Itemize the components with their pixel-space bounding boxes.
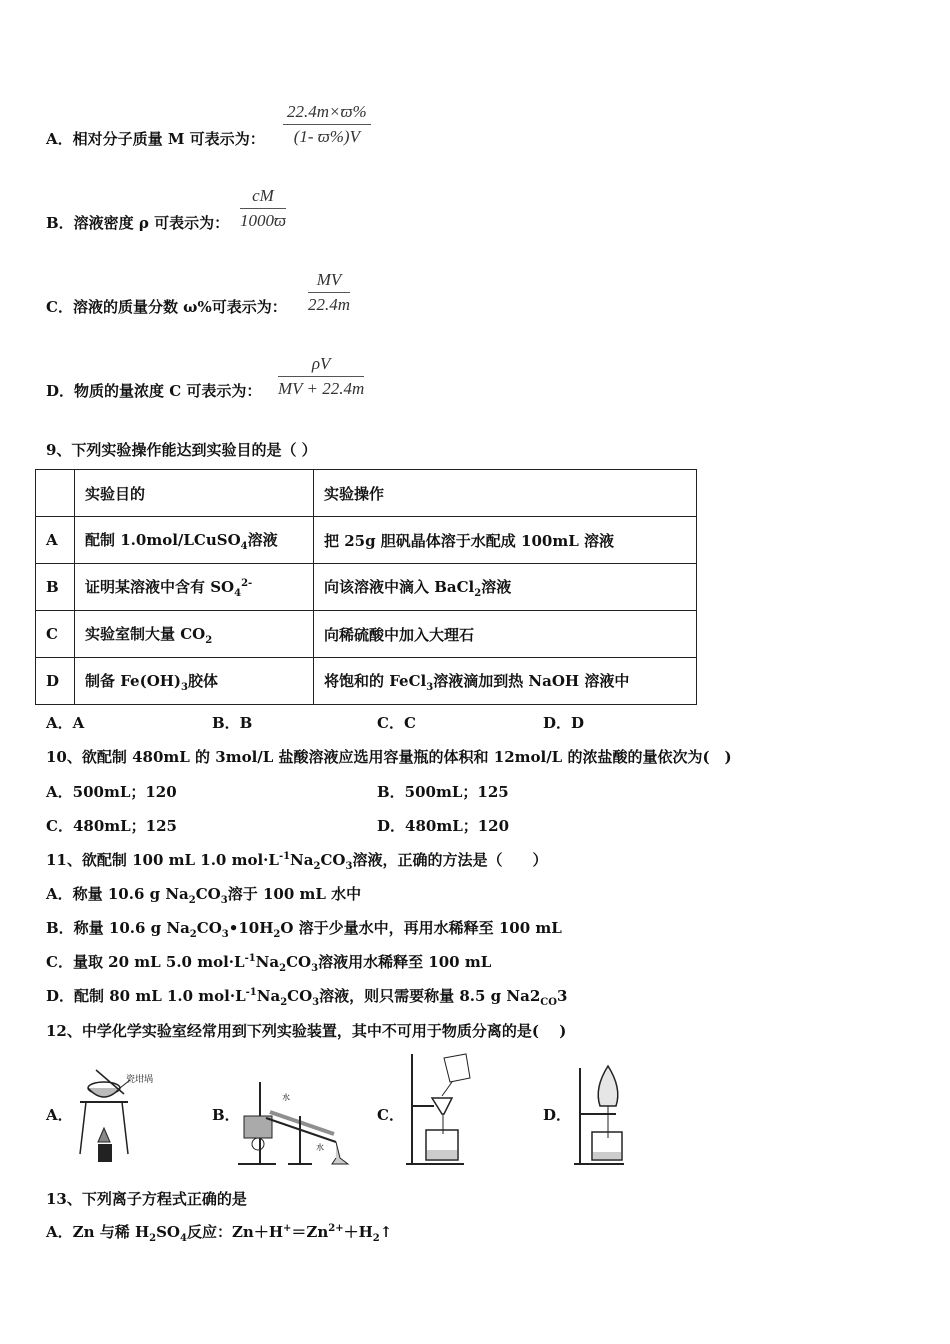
operation-cell: 向该溶液中滴入 BaCl$_2$溶液 <box>314 564 697 611</box>
q8-option-b[interactable]: B．溶液密度 ρ 可表示为： <box>46 214 230 232</box>
q12-stem: 12、中学化学实验室经常用到下列实验装置，其中不可用于物质分离的是( ) <box>46 1022 567 1040</box>
fraction-numerator: ρV <box>278 354 364 377</box>
operation-cell: 向稀硫酸中加入大理石 <box>314 611 697 658</box>
operation-cell: 把 25g 胆矾晶体溶于水配成 100mL 溶液 <box>314 517 697 564</box>
header-cell <box>36 470 75 517</box>
fraction-denominator: (1- ϖ%)V <box>293 127 360 146</box>
row-key: B <box>36 564 75 611</box>
purpose-cell: 制备 $Fe(OH)_3$胶体 <box>75 658 314 705</box>
purpose-cell: 证明某溶液中含有 $SO_4^{2-}$ <box>75 564 314 611</box>
crucible-label: 瓷坩埚 <box>126 1075 154 1085</box>
water-label-out: 水 <box>316 1143 324 1152</box>
q8-option-d[interactable]: D．物质的量浓度 C 可表示为： <box>46 382 262 400</box>
q10-option-a[interactable]: A．500mL；120 <box>46 783 177 801</box>
q9-option-c[interactable]: C．C <box>377 714 416 732</box>
q8-option-c[interactable]: C．溶液的质量分数 ω%可表示为： <box>46 298 287 316</box>
separatory-funnel-apparatus-icon <box>570 1058 630 1170</box>
q10-option-c[interactable]: C．480mL；125 <box>46 817 177 835</box>
row-key: A <box>36 517 75 564</box>
q11-option-c[interactable]: C．量取 20 mL 5.0 $mol\cdot L^{-1}Na_2CO_3$溶液用水稀释至 100 mL <box>46 953 492 974</box>
q9-table <box>35 469 697 705</box>
q12-option-c[interactable]: C． <box>377 1106 404 1124</box>
q9-stem: 9、下列实验操作能达到实验目的是（ ） <box>46 441 317 459</box>
q12-option-d[interactable]: D． <box>543 1106 572 1124</box>
table-row <box>36 611 697 658</box>
q13-stem: 13、下列离子方程式正确的是 <box>46 1190 247 1208</box>
fraction-denominator: 22.4m <box>308 295 351 314</box>
q10-option-b[interactable]: B．500mL；125 <box>377 783 509 801</box>
row-key: D <box>36 658 75 705</box>
header-cell: 实验操作 <box>314 470 697 517</box>
q8-a-fraction <box>283 102 371 147</box>
fraction-numerator: MV <box>308 270 350 293</box>
purpose-cell: 配制 1.0mol/LCuSO$_4$溶液 <box>75 517 314 564</box>
q13-option-a[interactable]: A．Zn 与稀 $H_2SO_4$反应：$Zn+H^+=Zn^{2+}+H_2↑$ <box>46 1223 393 1244</box>
filtration-apparatus-icon <box>404 1050 474 1170</box>
q11-option-d[interactable]: D．配制 80 mL 1.0 $mol\cdot L^{-1}Na_2CO_3$溶液，则只需要称量 8.5 g $Na2_{CO}3$ <box>46 987 568 1008</box>
q9-option-a[interactable]: A．A <box>46 714 85 732</box>
fraction-numerator: 22.4m×ϖ% <box>283 102 371 125</box>
evaporation-apparatus-icon <box>76 1058 160 1168</box>
q9-option-d[interactable]: D．D <box>543 714 585 732</box>
water-label-in: 水 <box>282 1093 290 1102</box>
q8-b-fraction <box>240 186 286 231</box>
q11-option-b[interactable]: B．称量 10.6 g $Na_2CO_3•10H_2O$ 溶于少量水中，再用水稀释至 100 mL <box>46 919 562 940</box>
table-row <box>36 564 697 611</box>
q11-stem: 11、欲配制 100 mL 1.0 $mol\cdot L^{-1}Na_2CO_3$溶液，正确的方法是（ ） <box>46 851 548 872</box>
fraction-denominator: 1000ϖ <box>240 211 287 230</box>
operation-cell: 将饱和的 FeCl$_3$溶液滴加到热 NaOH 溶液中 <box>314 658 697 705</box>
header-cell: 实验目的 <box>75 470 314 517</box>
q11-option-a[interactable]: A．称量 10.6 g $Na_2CO_3$溶于 100 mL 水中 <box>46 885 362 906</box>
table-row <box>36 517 697 564</box>
row-key: C <box>36 611 75 658</box>
q8-c-fraction <box>308 270 350 315</box>
table-row <box>36 658 697 705</box>
table-header-row <box>36 470 697 517</box>
fraction-denominator: MV + 22.4m <box>278 379 365 398</box>
q12-option-a[interactable]: A． <box>46 1106 73 1124</box>
q8-option-a[interactable]: A．相对分子质量 M 可表示为： <box>46 130 265 148</box>
q10-stem: 10、欲配制 480mL 的 3mol/L 盐酸溶液应选用容量瓶的体积和 12mol/L 的浓盐酸的量依次为( ) <box>46 748 732 766</box>
q12-option-b[interactable]: B． <box>212 1106 240 1124</box>
fraction-numerator: cM <box>240 186 286 209</box>
q9-option-b[interactable]: B．B <box>212 714 253 732</box>
distillation-apparatus-icon <box>236 1078 358 1170</box>
q8-d-fraction <box>278 354 364 399</box>
q10-option-d[interactable]: D．480mL；120 <box>377 817 510 835</box>
purpose-cell: 实验室制大量 $CO_2$ <box>75 611 314 658</box>
